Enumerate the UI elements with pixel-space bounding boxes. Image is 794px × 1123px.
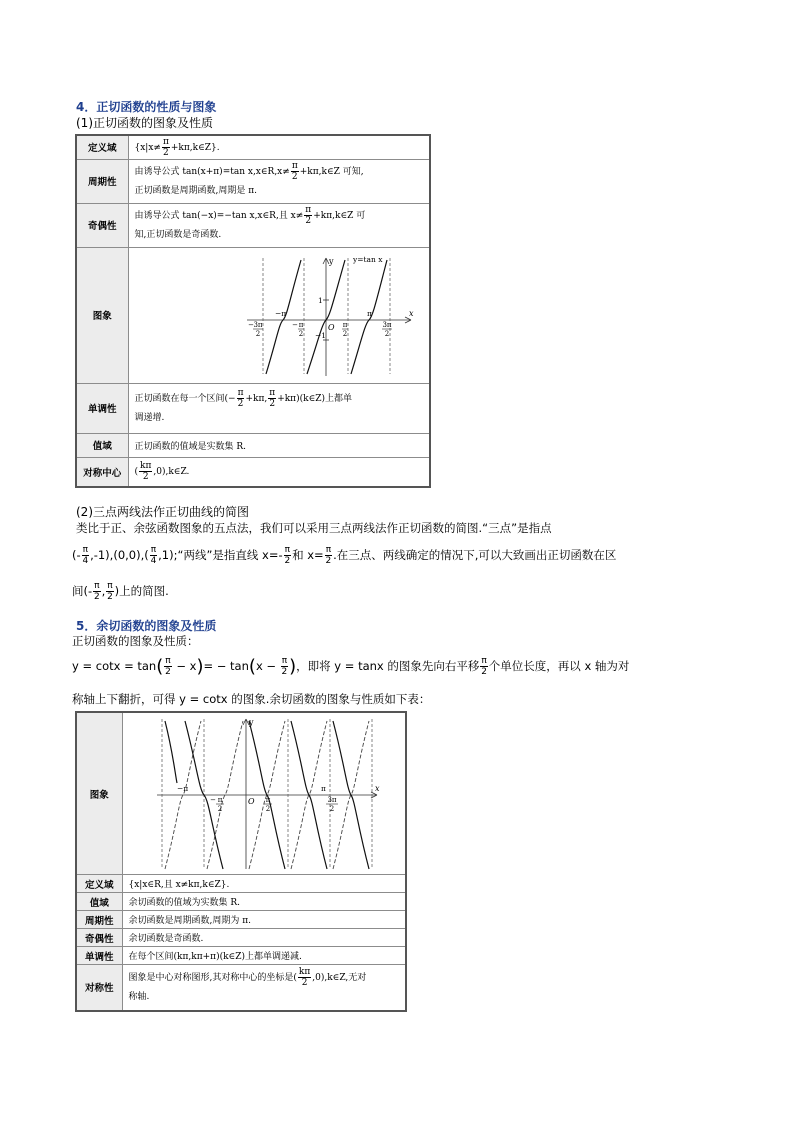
section4-subtitle2: (2)三点两线法作正切曲线的简图 bbox=[76, 505, 249, 519]
graph-label: 图象 bbox=[76, 247, 128, 383]
svg-text:π: π bbox=[342, 320, 347, 329]
cot-symmetry-label: 对称性 bbox=[76, 965, 122, 1011]
period-value: 由诱导公式 tan(x+π)=tan x,x∈R,x≠ $\frac{\pi}{2}$ +kπ,k∈Z 可知, 正切函数是周期函数,周期是 π. bbox=[128, 159, 430, 203]
svg-text:2: 2 bbox=[342, 329, 347, 338]
cot-domain-label: 定义域 bbox=[76, 875, 122, 893]
section5-table-intro: 称轴上下翻折，可得 y = cotx 的图象.余切函数的图象与性质如下表： bbox=[72, 692, 431, 706]
tick-neg-one: −1 bbox=[314, 330, 326, 340]
svg-text:π: π bbox=[265, 796, 270, 804]
cot-domain-value: {x|x∈R,且 x≠kπ,k∈Z}. bbox=[122, 875, 406, 893]
cot-period-value: 余切函数是周期函数,周期为 π. bbox=[122, 911, 406, 929]
tick-neg-pi: −π bbox=[274, 308, 286, 318]
section4-heading: 4．正切函数的性质与图象 bbox=[76, 100, 217, 114]
cot-graph-label: 图象 bbox=[76, 712, 122, 875]
svg-text:3π: 3π bbox=[252, 320, 263, 329]
cot-tick-pi: π bbox=[320, 784, 326, 793]
cot-monotonicity-label: 单调性 bbox=[76, 947, 122, 965]
cotangent-graph bbox=[123, 713, 407, 871]
range-label: 值域 bbox=[76, 433, 128, 457]
domain-label: 定义域 bbox=[76, 135, 128, 159]
cot-symmetry-value: 图象是中心对称图形,其对称中心的坐标是( $\frac{k\pi}{2}$ ,0),k∈Z,无对 称轴. bbox=[122, 965, 406, 1011]
section4-subtitle1: (1)正切函数的图象及性质 bbox=[76, 116, 213, 130]
cot-monotonicity-value: 在每个区间(kπ,kπ+π)(k∈Z)上都单调递减. bbox=[122, 947, 406, 965]
paragraph-three-points: 类比于正、余弦函数图象的五点法，我们可以采用三点两线法作正切函数的简图.“三点”是指点 bbox=[76, 521, 552, 535]
paragraph-points-lines: (- $\frac{\pi}{4}$ ,-1),(0,0),( $\frac{\pi}{4}$ ,1);“两线”是指直线 x=- $\frac{\pi}{2}$ 和 x= $\frac{\pi}{2}$ .在三点、两线确定的情况下,可以大致画出正切函数在区 bbox=[72, 545, 617, 566]
monotonicity-label: 单调性 bbox=[76, 383, 128, 433]
svg-text:3π: 3π bbox=[381, 320, 392, 329]
svg-text:2: 2 bbox=[384, 329, 389, 338]
cot-graph-cell bbox=[122, 712, 406, 875]
cot-range-label: 值域 bbox=[76, 893, 122, 911]
y-axis-label: y bbox=[328, 256, 334, 266]
section5-intro: 正切函数的图象及性质： bbox=[72, 634, 199, 648]
svg-text:−: − bbox=[247, 320, 254, 329]
cot-x-axis-label: x bbox=[374, 784, 380, 793]
symmetry-center-label: 对称中心 bbox=[76, 457, 128, 487]
cot-parity-value: 余切函数是奇函数. bbox=[122, 929, 406, 947]
cot-parity-label: 奇偶性 bbox=[76, 929, 122, 947]
symmetry-center-value: ( $\frac{k\pi}{2}$ ,0),k∈Z. bbox=[128, 457, 430, 487]
cot-origin-label: O bbox=[247, 797, 255, 806]
svg-text:2: 2 bbox=[255, 329, 260, 338]
domain-value: {x|x≠ $\frac{\pi}{2}$ +kπ,k∈Z}. bbox=[128, 135, 430, 159]
svg-text:π: π bbox=[298, 320, 303, 329]
range-value: 正切函数的值域是实数集 R. bbox=[128, 433, 430, 457]
svg-text:−: − bbox=[291, 320, 298, 329]
cot-range-value: 余切函数的值域为实数集 R. bbox=[122, 893, 406, 911]
svg-text:2: 2 bbox=[329, 805, 334, 813]
parity-label: 奇偶性 bbox=[76, 203, 128, 247]
svg-text:2: 2 bbox=[298, 329, 303, 338]
tangent-table bbox=[75, 134, 431, 488]
section5-formula: y = cotx = tan( $\frac{\pi}{2}$ − x)= − tan(x − $\frac{\pi}{2}$ )，即将 y = tanx 的图象先向右平移 $\frac{\pi}{2}$ 个单位长度，再以 x 轴为对 bbox=[72, 656, 630, 677]
monotonicity-value: 正切函数在每一个区间(− $\frac{\pi}{2}$ +kπ, $\frac{\pi}{2}$ +kπ)(k∈Z)上都单 调递增. bbox=[128, 383, 430, 433]
period-label: 周期性 bbox=[76, 159, 128, 203]
x-axis-label: x bbox=[408, 308, 414, 318]
cotangent-table bbox=[75, 711, 407, 1012]
tangent-graph-cell bbox=[128, 247, 430, 383]
tick-one: 1 bbox=[317, 295, 323, 305]
cot-tick-neg-pi: −π bbox=[176, 784, 188, 793]
section5-heading: 5．余切函数的图象及性质 bbox=[76, 619, 217, 633]
svg-text:2: 2 bbox=[265, 805, 270, 813]
curve-label: y=tan x bbox=[352, 254, 382, 264]
tick-pi: π bbox=[366, 308, 372, 318]
svg-text:2: 2 bbox=[217, 805, 222, 813]
svg-text:−: − bbox=[209, 796, 216, 804]
cot-y-axis-label: y bbox=[248, 718, 254, 727]
parity-value: 由诱导公式 tan(−x)=−tan x,x∈R,且 x≠ $\frac{\pi}{2}$ +kπ,k∈Z 可 知,正切函数是奇函数. bbox=[128, 203, 430, 247]
svg-text:π: π bbox=[217, 796, 222, 804]
cot-period-label: 周期性 bbox=[76, 911, 122, 929]
paragraph-interval: 间(- $\frac{\pi}{2}$ , $\frac{\pi}{2}$ )上的简图. bbox=[72, 581, 169, 602]
tangent-graph bbox=[129, 248, 429, 380]
origin-label: O bbox=[327, 322, 335, 332]
svg-text:3π: 3π bbox=[326, 796, 337, 804]
